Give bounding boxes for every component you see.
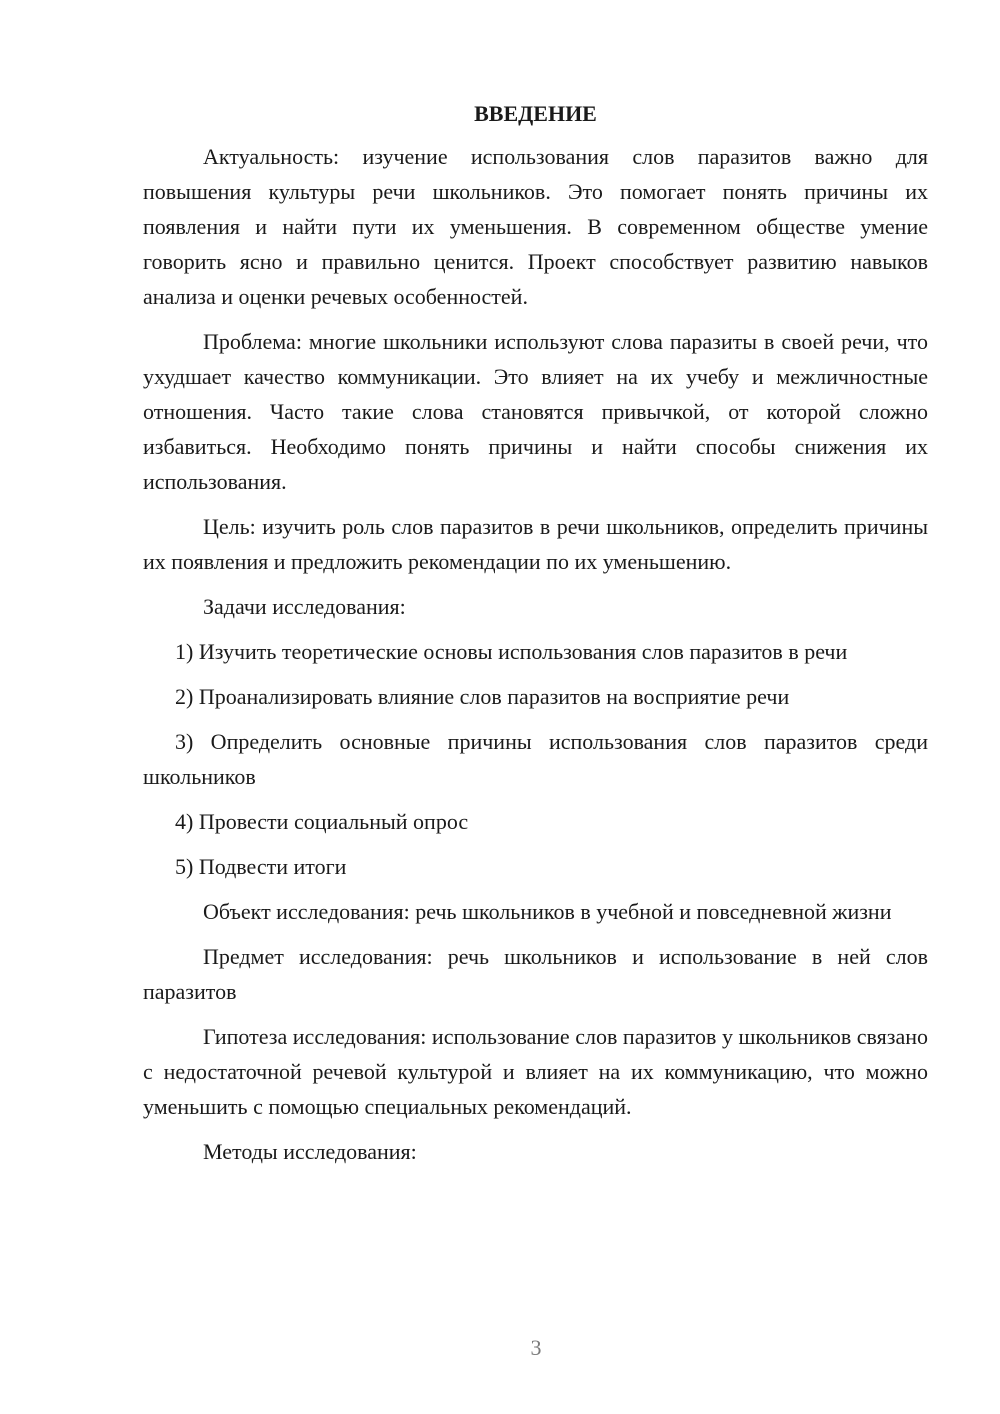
paragraph-subject: Предмет исследования: речь школьников и использование в ней слов паразитов bbox=[143, 944, 928, 1004]
section-title: ВВЕДЕНИЕ bbox=[474, 101, 597, 126]
task-item: 1) Изучить теоретические основы использования слов паразитов в речи bbox=[175, 639, 848, 664]
task-item: 3) Определить основные причины использования слов паразитов среди школьников bbox=[143, 729, 928, 789]
paragraph-object: Объект исследования: речь школьников в учебной и повседневной жизни bbox=[203, 899, 892, 924]
page-number: 3 bbox=[530, 1335, 542, 1360]
paragraph-goal: Цель: изучить роль слов паразитов в речи школьников, определить причины их появления и предложить рекомендации по их уменьшению. bbox=[143, 514, 928, 574]
task-item: 5) Подвести итоги bbox=[175, 854, 347, 879]
paragraph-hypothesis: Гипотеза исследования: использование слов паразитов у школьников связано с недостаточной речевой культурой и влияет на их коммуникацию, что можно уменьшить с помощью специальных рекомендаций. bbox=[143, 1024, 928, 1119]
task-item: 2) Проанализировать влияние слов паразитов на восприятие речи bbox=[175, 684, 790, 709]
paragraph-problem: Проблема: многие школьники используют слова паразиты в своей речи, что ухудшает качество коммуникации. Это влияет на их учебу и межличностные отношения. Часто такие слова становятся привычкой, от которой сложно избавиться. Необходимо понять причины и найти способы снижения их использования. bbox=[143, 329, 928, 494]
document-page bbox=[143, 96, 928, 1179]
paragraph-tasks-heading: Задачи исследования: bbox=[203, 594, 406, 619]
task-item: 4) Провести социальный опрос bbox=[175, 809, 469, 834]
paragraph-methods: Методы исследования: bbox=[203, 1139, 417, 1164]
paragraph-relevance: Актуальность: изучение использования слов паразитов важно для повышения культуры речи школьников. Это помогает понять причины их появления и найти пути их уменьшения. В современном обществе умение говорить ясно и правильно ценится. Проект способствует развитию навыков анализа и оценки речевых особенностей. bbox=[143, 144, 928, 309]
